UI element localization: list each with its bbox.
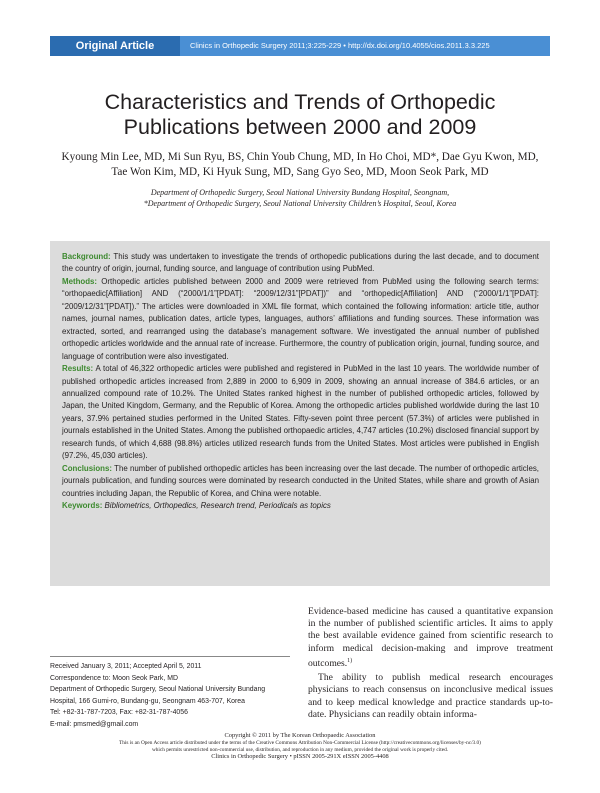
conclusions-label: Conclusions: (62, 463, 112, 473)
keywords-text: Bibliometrics, Orthopedics, Research trend, Periodicals as topics (104, 501, 331, 511)
reference-citation[interactable]: 1) (347, 657, 353, 664)
conclusions-text: The number of published orthopedic articles has been increasing over the last decade. The number of orthopedic articles, journals publication, and funding sources were dominated by research conducted in the United States, while share and growth of Asian countries including Japan, the Republic of Korea, and China were notable. (62, 463, 539, 498)
received-date: Received January 3, 2011; Accepted April 5, 2011 (50, 663, 202, 670)
license-line-1: This is an Open Access article distributed under the terms of the Creative Commons Attribution Non-Commercial License (http://creativecommons.org/licenses/by-nc/3.0) (119, 740, 481, 747)
methods-text: Orthopedic articles published between 2000 and 2009 were retrieved from PubMed using the following search terms: “orthopaedic[Affiliation] AND (“2000/1/1”[PDAT]: “2009/12/31”[PDAT])” and “orthopedic[Affiliation] AND (“2000/1/1”[PDAT]: “2009/12/31”[PDAT]).” The articles were downloaded in XML file format, which contained the following information: article title, author names, journal names, publication dates, article types, languages, authors’ affiliations and funding sources. These information was extracted, sorted, and rearranged using the database’s management software. We investigated the annual number of published orthopedic articles worldwide and the annual rate of increase. Furthermore, the country of publication origin, journal, funding source, and language of contribution were also investigated. (62, 276, 539, 361)
title-line-1: Characteristics and Trends of Orthopedic (104, 90, 496, 114)
keywords-label: Keywords: (62, 501, 103, 511)
body-paragraph-1-text: Evidence-based medicine has caused a quantitative expansion in the number of published scientific articles. It aims to apply the best available evidence gained from scientific research to inform medical decision-making and improve treatment outcomes. (308, 606, 553, 669)
title-line-2: Publications between 2000 and 2009 (123, 115, 477, 139)
body-paragraph (308, 606, 553, 670)
journal-citation[interactable]: Clinics in Orthopedic Surgery 2011;3:225-229 • http://dx.doi.org/10.4055/cios.2011.3.3.225 (180, 36, 550, 56)
correspondence-email[interactable]: E-mail: pmsmed@gmail.com (50, 720, 139, 728)
methods-label: Methods: (62, 276, 98, 286)
page-footer (40, 732, 560, 762)
abstract-background (62, 251, 539, 276)
article-title (40, 90, 560, 140)
affiliation-line-1: Department of Orthopedic Surgery, Seoul National University Bundang Hospital, Seongnam, (150, 188, 450, 197)
affiliation-line-2: *Department of Orthopedic Surgery, Seoul National University Children’s Hospital, Seoul, Korea (143, 199, 457, 208)
abstract-conclusions (62, 463, 539, 500)
correspondence-to: Correspondence to: Moon Seok Park, MD (50, 674, 178, 682)
affiliations (40, 187, 560, 209)
body-text (308, 606, 553, 721)
copyright-notice: Copyright © 2011 by The Korean Orthopaedic Association (224, 732, 376, 739)
article-type-label: Original Article (50, 36, 180, 56)
abstract-methods (62, 276, 539, 363)
correspondence-divider (50, 656, 290, 657)
correspondence-address: Hospital, 166 Gumi-ro, Bundang-gu, Seongnam 463-707, Korea (50, 697, 245, 705)
background-label: Background: (62, 252, 111, 261)
article-header-bar (50, 36, 550, 56)
body-paragraph: The ability to publish medical research encourages physicians to reach consensus on inconclusive medical issues and to keep medical knowledge and practice standards up-to-date. Physicians can readily obtain informa- (308, 672, 553, 720)
authors-line-2: Tae Won Kim, MD, Ki Hyuk Sung, MD, Sang Gyo Seo, MD, Moon Seok Park, MD (111, 166, 489, 178)
abstract-box (50, 241, 550, 586)
abstract-keywords (62, 500, 539, 512)
authors-line-1: Kyoung Min Lee, MD, Mi Sun Ryu, BS, Chin Youb Chung, MD, In Ho Choi, MD*, Dae Gyu Kwon, MD, (61, 151, 539, 163)
correspondence-phone: Tel: +82-31-787-7203, Fax: +82-31-787-4056 (50, 709, 188, 717)
results-label: Results: (62, 364, 94, 374)
correspondence-block (50, 661, 290, 731)
license-line-2: which permits unrestricted non-commercial use, distribution, and reproduction in any medium, provided the original work is properly cited. (151, 746, 449, 753)
abstract-results (62, 363, 539, 463)
results-text: A total of 46,322 orthopedic articles were published and registered in PubMed in the last 10 years. The worldwide number of published orthopedic articles increased from 2,889 in 2000 to 6,909 in 2009, showing an annual increase of 384.6 articles, or an annualized compound rate of 10.2%. The United States ranked highest in the number of published orthopedic articles, followed by Japan, the United Kingdom, Germany, and the Republic of Korea. Among the orthopedic articles published worldwide during the last 10 years, 37.9% pertained studies performed in the United States. Fifty-seven point three percent (57.3%) of articles were published in journals established in the United States. Among the published orthopaedic articles, 4,747 articles (10.2%) disclosed financial support by research funds, of which 4,688 (98.8%) articles utilized research funds from the United States. Most articles were published in English (97.2%, 45,030 articles). (62, 364, 539, 461)
author-list (40, 150, 560, 180)
correspondence-dept: Department of Orthopedic Surgery, Seoul National University Bundang (50, 686, 266, 694)
background-text: This study was undertaken to investigate the trends of orthopedic publications during the last decade, and to document the country of origin, journal, funding source, and language of contribution using PubMed. (62, 252, 539, 274)
issn-line: Clinics in Orthopedic Surgery • pISSN 2005-291X eISSN 2005-4408 (211, 753, 389, 761)
